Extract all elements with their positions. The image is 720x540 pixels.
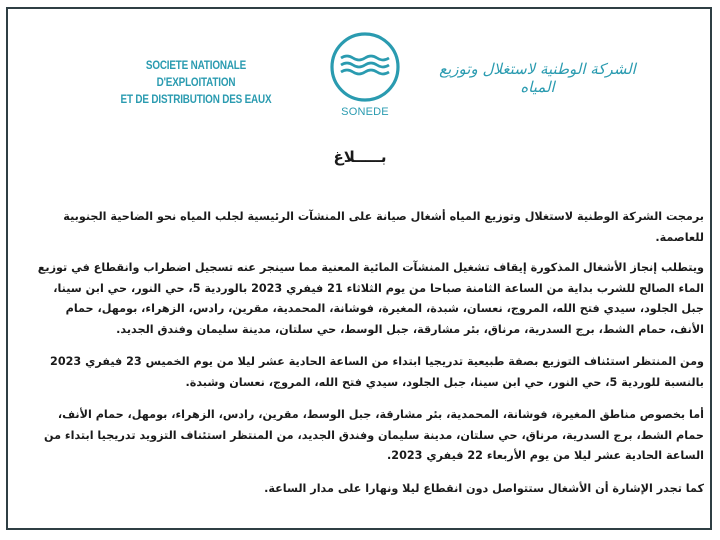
logo-label: SONEDE bbox=[341, 106, 389, 118]
notice-title: بـــــلاغ bbox=[333, 148, 387, 166]
notice-body bbox=[28, 207, 704, 511]
sonede-logo bbox=[322, 30, 408, 128]
paragraph-closing-note: كما تجدر الإشارة أن الأشغال ستتواصل دون انقطاع ليلا ونهارا على مدار الساعة. bbox=[264, 481, 704, 495]
water-waves-icon bbox=[322, 30, 408, 106]
company-name-arabic: الشركة الوطنية لاستغلال وتوزيع المياه bbox=[439, 60, 636, 96]
paragraph-interruption: ويتطلب إنجاز الأشغال المذكورة إيقاف تشغيل المنشآت المائية المعنية مما سينجر عنه تسجيل اضطراب وانقطاع في توزيع الماء الصالح للشرب بداية من الساعة الثامنة صباحا من يوم الثلاثاء 21 فيفري 2023 بالوردية 5، حي النور، حي ابن سينا، جبل الجلود، سيدي فتح الله، المروج، نعسان، شبدة، المغيرة، فوشانة، المحمدية، مقرين، رادس، الزهراء، بومهل، حمام الأنف، حمام الشط، برج السدرية، مرناق، بئر مشارقة، جبل الوسط، حي سلتان، مدينة سليمان وفندق الجديد. bbox=[37, 261, 704, 336]
company-name-french-line-1: SOCIETE NATIONALE D'EXPLOITATION bbox=[145, 60, 247, 89]
company-name-french bbox=[110, 58, 282, 109]
paragraph-resumption-thursday: ومن المنتظر استئناف التوزيع بصفة طبيعية تدريجيا ابتداء من الساعة الحادية عشر ليلا من يوم الخميس 23 فيفري 2023 بالنسبة للوردية 5، حي النور، حي ابن سينا، جبل الجلود، سيدي فتح الله، المروج، نعسان وشبدة. bbox=[50, 355, 704, 389]
paragraph-resumption-wednesday: أما بخصوص مناطق المغيرة، فوشانة، المحمدية، بئر مشارقة، جبل الوسط، مقرين، رادس، الزهراء، بومهل، حمام الأنف، حمام الشط، برج السدرية، مرناق، حي سلتان، مدينة سليمان وفندق الجديد، من المنتظر استئناف التزويد تدريجيا ابتداء من الساعة الحادية عشر ليلا من يوم الأربعاء 22 فيفري 2023. bbox=[44, 408, 704, 462]
company-name-french-line-2: ET DE DISTRIBUTION DES EAUX bbox=[120, 94, 272, 106]
paragraph-intro: برمجت الشركة الوطنية لاستغلال وتوزيع المياه أشغال صيانة على المنشآت الرئيسية لجلب المياه نحو الضاحية الجنوبية للعاصمة. bbox=[63, 210, 704, 244]
